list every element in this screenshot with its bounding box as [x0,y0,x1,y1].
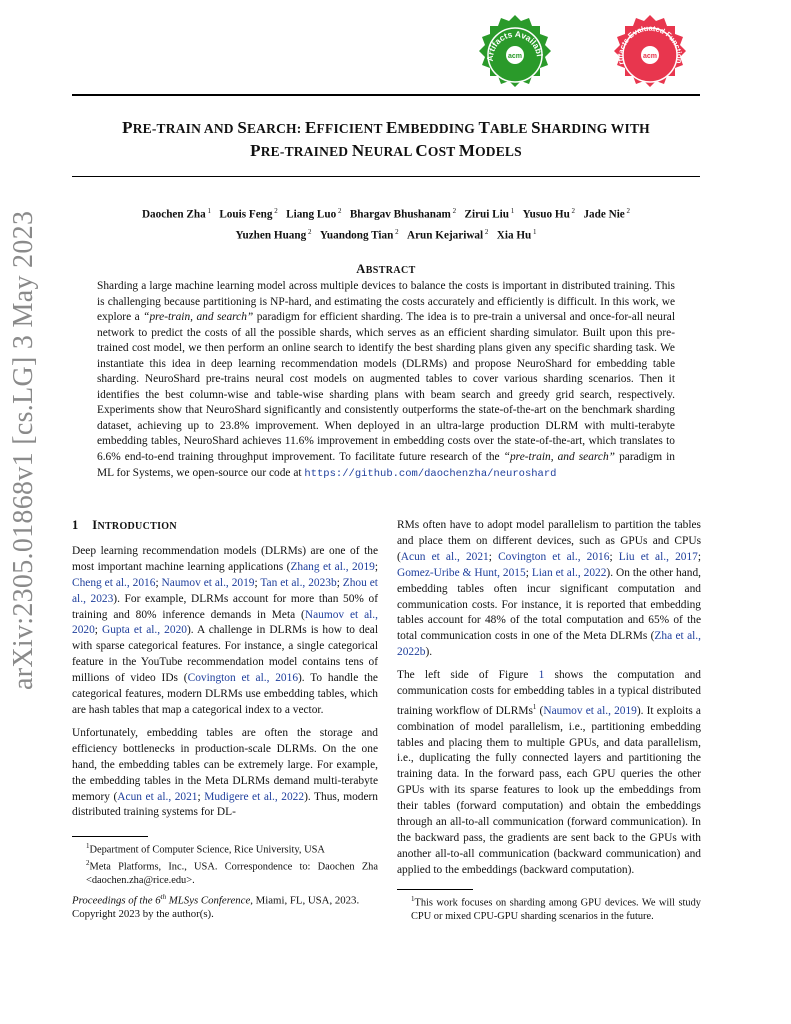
citation-link[interactable]: Lian et al., 2022 [531,566,607,579]
artifacts-available-badge [473,13,557,97]
citation-link[interactable]: Tan et al., 2023b [260,576,337,589]
citation-link[interactable]: Naumov et al., 2020 [72,608,378,637]
copyright-line: Copyright 2023 by the author(s). [72,908,214,921]
author-name: Yuandong Tian [319,229,394,242]
left-footnote-rule [72,836,148,837]
intro-paragraph-1: Deep learning recommendation models (DLRMs) are one of the most important machine learning applications (Zhang et al., 2019; Cheng et al., 2016; Naumov et al., 2019; Tan et al., 2023b; Zhou et al., 2023). For example, DLRMs account for more than 50% of training and 80% inference demands in Meta (Naumov et al., 2020; Gupta et al., 2020). A challenge in DLRMs is how to deal with sparse categorical features. For instance, a single categorical feature in the YouTube recommendation model contains tens of millions of video IDs (Covington et al., 2016). To handle the categorical features, modern DLRMs use embedding tables, which are hash tables that map a categorical index to a vector. [72,544,379,716]
citation-link[interactable]: Zhang et al., 2019 [290,560,375,573]
author-list [72,203,700,244]
author-name: Arun Kejariwal [407,229,484,242]
citation-link[interactable]: Naumov et al., 2019 [161,576,255,589]
citation-link[interactable]: Naumov et al., 2019 [543,704,637,717]
abstract-text: Sharding a large machine learning model across multiple devices to balance the costs is important in distributed training. This is challenging because partitioning is NP-hard, and estimating the costs accurately and efficiently is difficult. In this work, we explore a “pre-train, and search” paradigm for efficient sharding. The idea is to pre-train a universal and once-for-all neural network to predict the costs of all the possible shards, which serves as an efficient sharding simulator. Built upon this pre-trained cost model, we then perform an online search to identify the best sharding plans given any specific sharding task. We instantiate this idea in deep learning recommendation models (DLRMs) and propose NeuroShard for embedding table sharding. NeuroShard pre-trains neural cost models on augmented tables to cover various sharding scenarios. Then it identifies the best column-wise and table-wise sharding plans with beam search and greedy grid search, respectively. Experiments show that NeuroShard significantly and consistently outperforms the state-of-the-art on the benchmark sharding dataset, achieving up to 23.8% improvement. When deployed in an ultra-large production DLRM with multi-terabyte embedding tables, NeuroShard achieves 11.6% improvement in embedding costs over the state-of-the-art, which translates to 6.6% end-to-end training throughput improvement. To facilitate future research of the “pre-train, and search” paradigm in ML for Systems, we open-source our code at https://github.com/daochenzha/neuroshard [97,280,675,480]
citation-link[interactable]: Gomez-Uribe & Hunt, 2015 [397,566,526,579]
badge-available-icon [473,13,557,97]
intro-paragraph-3: RMs often have to adopt model parallelism to partition the tables and place them on different devices, such as GPUs and CPUs (Acun et al., 2021; Covington et al., 2016; Liu et al., 2017; Gomez-Uribe & Hunt, 2015; Lian et al., 2022). On the other hand, embedding tables often incur significant computation and communication costs. For instance, it is reported that embedding tables account for 48% of the total computation and 65% of the total communication costs in one of the Meta DLRMs (Zha et al., 2022b). [397,519,702,659]
author-name: Liang Luo [286,208,337,221]
title-bottom-rule [72,176,700,177]
author-line-2: Yuzhen Huang $^2$ Yuandong Tian $^2$ Arun Kejariwal $^2$ Xia Hu $^1$ [235,227,537,242]
citation-link[interactable]: Mudigere et al., 2022 [204,790,305,803]
citation-link[interactable]: Liu et al., 2017 [618,550,698,563]
proceedings-note: Proceedings of the 6th MLSys Conference, Miami, FL, USA, 2023. Copyright 2023 by the author(s). [72,891,378,922]
title-top-rule [72,94,700,96]
code-repository-link[interactable]: https://github.com/daochenzha/neuroshard [304,467,557,480]
author-name: Zirui Liu [464,208,509,221]
title-line-2: PRE-TRAINED NEURAL COST MODELS [250,141,522,160]
left-column [72,518,378,828]
right-column [397,518,701,886]
author-name: Yuzhen Huang [235,229,307,242]
citation-link[interactable]: Cheng et al., 2016 [72,576,156,589]
affiliation-2: $^2$Meta Platforms, Inc., USA. Correspondence to: Daochen Zha <daochen.zha@rice.edu>. [86,858,378,886]
citation-link[interactable]: 1 [538,669,545,682]
author-name: Louis Feng [219,208,273,221]
badge-available-org: acm [507,53,523,60]
badge-functional-label: rtifacts Evaluated Function [615,23,685,66]
author-name: Jade Nie [583,208,625,221]
affiliation-1: $^1$Department of Computer Science, Rice University, USA [86,842,325,856]
abstract-emphasis-2: “pre-train, and search” [503,451,616,464]
citation-link[interactable]: Zha et al., 2022b [397,630,701,659]
intro-paragraph-4: The left side of Figure 1 shows the computation and communication costs for embedding tables in a typical distributed training workflow of DLRMs$^1$ (Naumov et al., 2019). It exploits a combination of model parallelism, i.e., partitioning embedding tables and placing them to multiple GPUs, and data parallelism, i.e., duplicating the fully connected layers and partitioning the training data. In the forward pass, each GPU queries the other GPUs with its sparse features to look up the embeddings from their tables (forward computation) and obtain the embeddings through an all-to-all communication (forward communication). In the backward pass, the gradients are sent back to the GPUs with another all-to-all communication (backward communication) and applied to the embeddings (backward computation). [397,669,702,876]
citation-link[interactable]: Covington et al., 2016 [187,672,299,685]
citation-link[interactable]: Acun et al., 2021 [117,790,198,803]
author-name: Yusuo Hu [522,208,570,221]
gpu-footnote: $^1$This work focuses on sharding among GPU devices. We will study CPU or mixed CPU-GPU sharding scenarios in the future. [411,895,701,922]
citation-link[interactable]: Acun et al., 2021 [400,550,489,563]
author-line-1: Daochen Zha $^1$ Louis Feng $^2$ Liang Luo $^2$ Bhargav Bhushanam $^2$ Zirui Liu $^1$ Yusuo Hu $^2$ Jade Nie $^2$ [141,207,631,221]
arxiv-identifier: arXiv:2305.01868v1 [cs.LG] 3 May 2023 [8,210,39,690]
badge-functional-icon [608,13,692,97]
author-name: Daochen Zha [141,208,206,221]
badge-functional-org: acm [642,53,658,60]
affiliation-footnotes [72,840,378,887]
author-name: Bhargav Bhushanam [349,208,451,221]
intro-paragraph-2: Unfortunately, embedding tables are often the storage and efficiency bottlenecks in production-scale DLRMs. On the one hand, the embedding tables can be extremely large. For example, the embedding tables in the Meta DLRMs demand multi-terabyte memory (Acun et al., 2021; Mudigere et al., 2022). Thus, modern distributed training systems for DL- [72,726,379,819]
abstract-heading: ABSTRACT [356,262,416,276]
artifacts-functional-badge [608,13,692,97]
section-1-heading: 1 INTRODUCTION [72,518,177,532]
paper-title [72,117,700,163]
citation-link[interactable]: Zhou et al., 2023 [72,576,378,605]
badge-available-label: Artifacts Availabl [484,28,545,62]
author-name: Xia Hu [496,229,532,242]
abstract-emphasis-1: “pre-train, and search” [143,311,254,324]
right-footnote-rule [397,889,473,890]
citation-link[interactable]: Covington et al., 2016 [498,550,610,563]
title-line-1: PRE-TRAIN AND SEARCH: EFFICIENT EMBEDDING TABLE SHARDING WITH [122,118,650,137]
citation-link[interactable]: Gupta et al., 2020 [102,624,187,637]
